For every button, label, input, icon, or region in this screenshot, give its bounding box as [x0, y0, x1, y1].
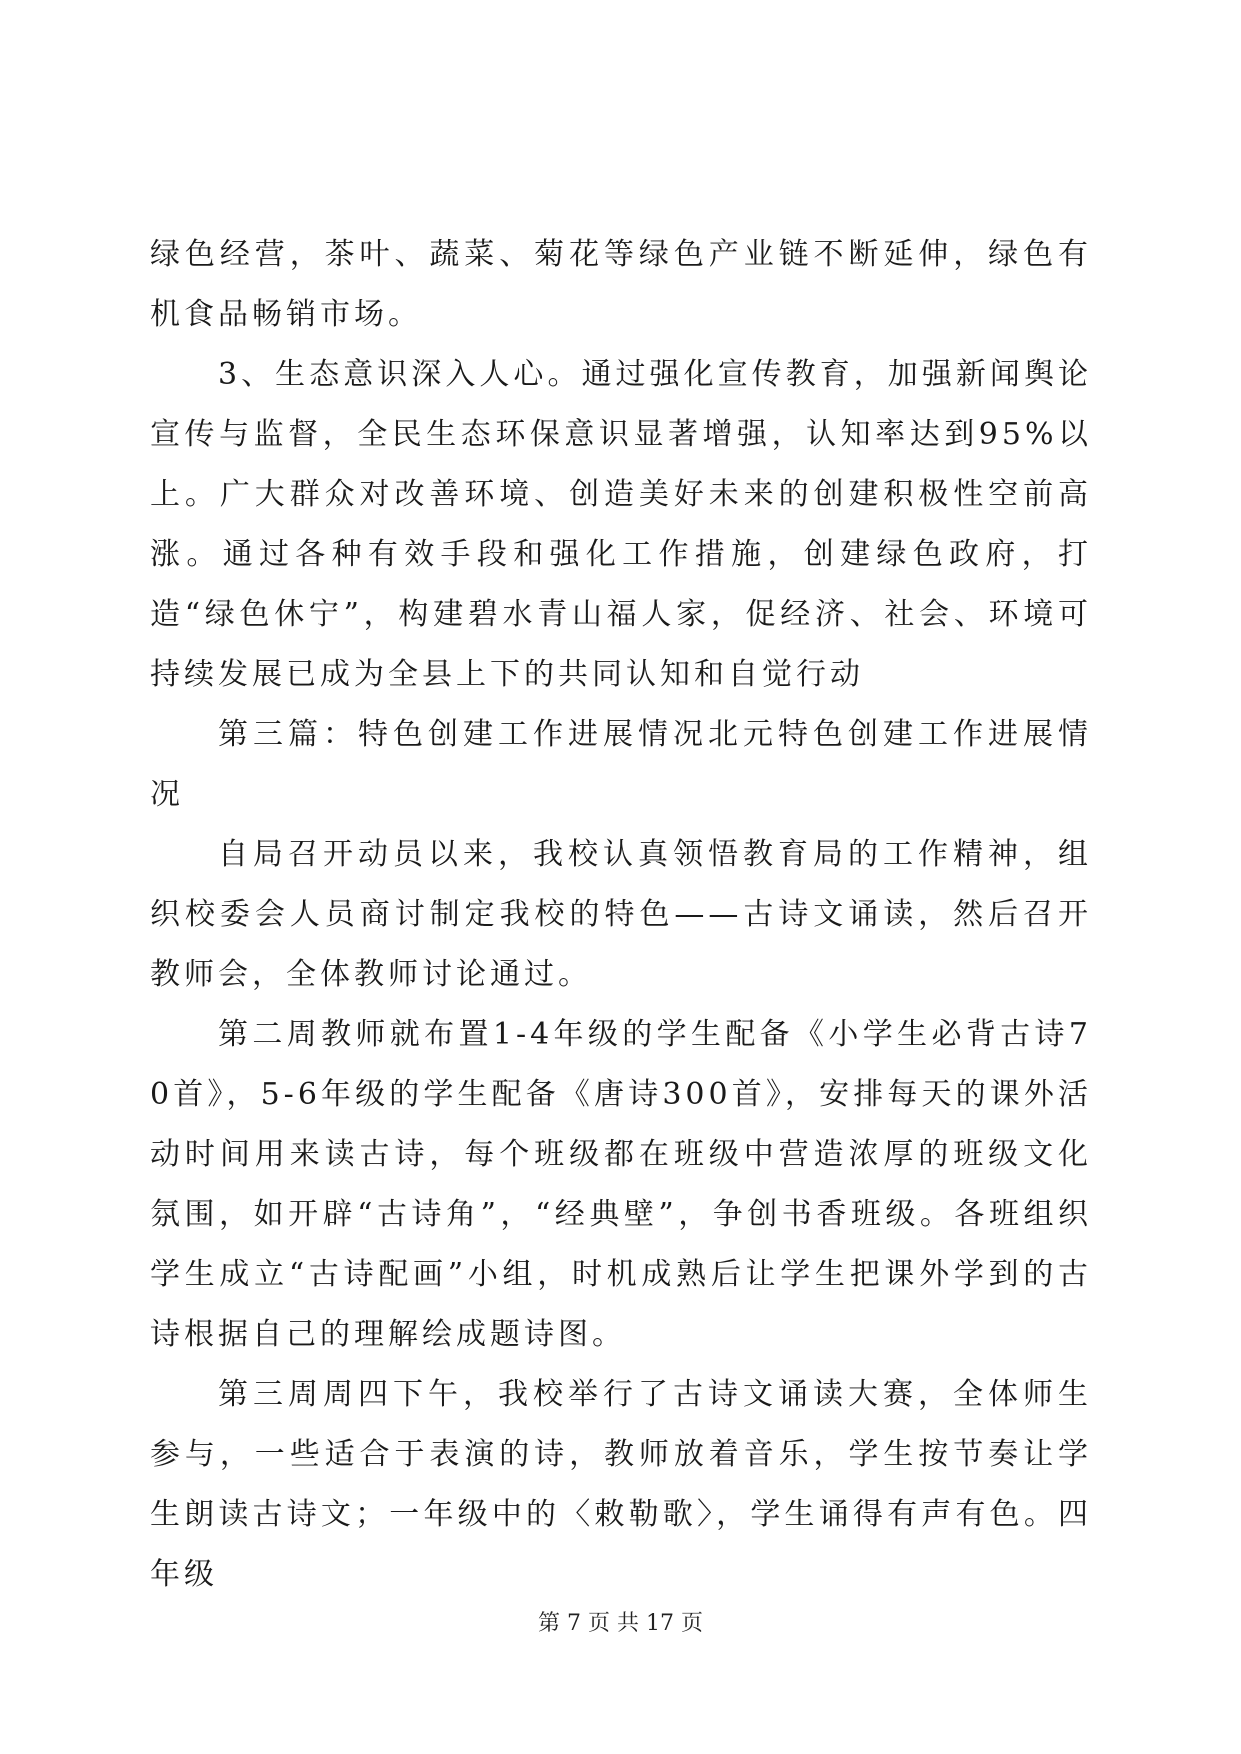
page-footer: 第 7 页 共 17 页	[538, 1611, 703, 1636]
paragraph-2: 3、生态意识深入人心。通过强化宣传教育，加强新闻舆论宣传与监督，全民生态环保意识显著增强，认知率达到95%以上。广大群众对改善环境、创造美好未来的创建积极性空前高涨。通过各种有效手段和强化工作措施，创建绿色政府，打造“绿色休宁”，构建碧水青山福人家，促经济、社会、环境可持续发展已成为全县上下的共同认知和自觉行动	[150, 357, 1092, 692]
body-text	[150, 225, 1092, 1605]
paragraph-4: 自局召开动员以来，我校认真领悟教育局的工作精神，组织校委会人员商讨制定我校的特色——古诗文诵读，然后召开教师会，全体教师讨论通过。	[150, 837, 1092, 992]
paragraph-6: 第三周周四下午，我校举行了古诗文诵读大赛，全体师生参与，一些适合于表演的诗，教师放着音乐，学生按节奏让学生朗读古诗文；一年级中的〈敕勒歌〉，学生诵得有声有色。四年级	[150, 1377, 1092, 1592]
section-heading: 第三篇：特色创建工作进展情况北元特色创建工作进展情况	[150, 717, 1092, 812]
paragraph-1: 绿色经营，茶叶、蔬菜、菊花等绿色产业链不断延伸，绿色有机食品畅销市场。	[150, 237, 1092, 332]
paragraph-5: 第二周教师就布置1-4年级的学生配备《小学生必背古诗70首》，5-6年级的学生配备《唐诗300首》，安排每天的课外活动时间用来读古诗，每个班级都在班级中营造浓厚的班级文化氛围，如开辟“古诗角”，“经典壁”，争创书香班级。各班组织学生成立“古诗配画”小组，时机成熟后让学生把课外学到的古诗根据自己的理解绘成题诗图。	[150, 1017, 1092, 1352]
